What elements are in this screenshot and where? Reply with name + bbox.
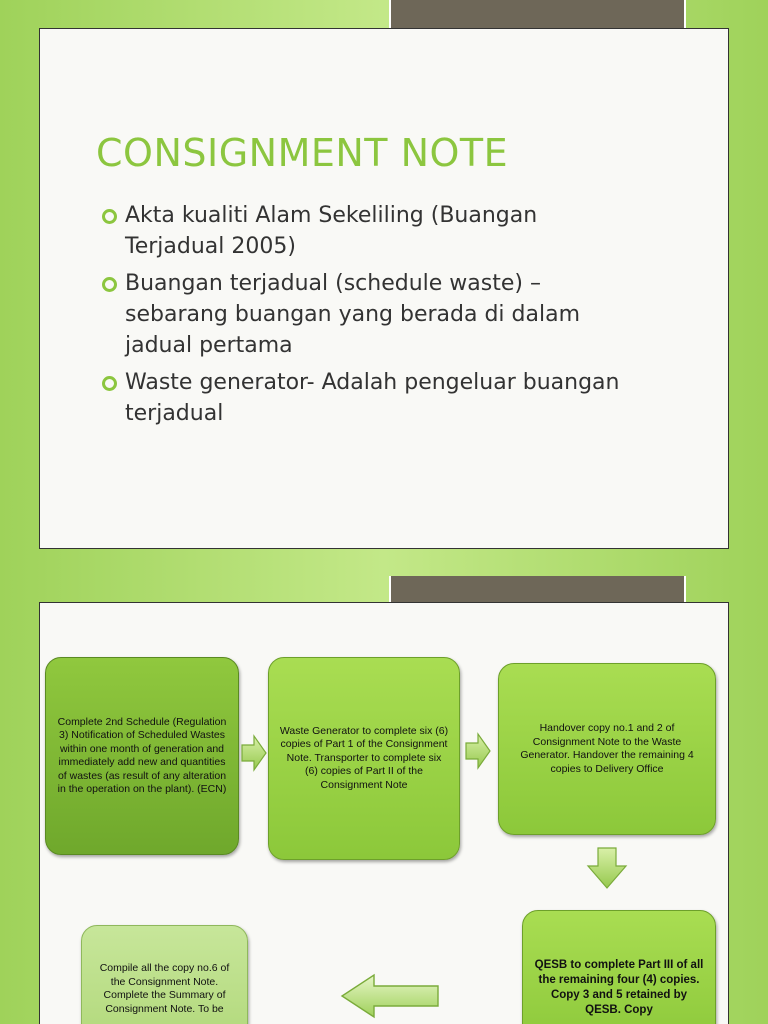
bullet-text: Waste generator- Adalah pengeluar buangan terjadual [125, 370, 620, 426]
slide-title: CONSIGNMENT NOTE [96, 131, 509, 175]
bullet-item [100, 367, 640, 429]
arrow-down-icon [586, 846, 628, 890]
bullet-item [100, 268, 640, 361]
arrow-right-icon [240, 733, 268, 773]
flow-step-text: Waste Generator to complete six (6) copies of Part 1 of the Consignment Note. Transporter to complete six (6) copies of Part II of the Consignment Note [279, 724, 449, 791]
flow-step-text: Handover copy no.1 and 2 of Consignment Note to the Waste Generator. Handover the remaining 4 copies to Delivery Office [520, 722, 694, 775]
flow-step-text: Complete 2nd Schedule (Regulation 3) Notification of Scheduled Wastes within one month of generation and immediately add new and quantities of wastes (as result of any alteration in the operation on the plant). (ECN) [57, 715, 227, 795]
circle-bullet-icon [102, 277, 117, 292]
circle-bullet-icon [102, 376, 117, 391]
arrow-right-icon [464, 731, 492, 771]
slide-2 [0, 576, 768, 1024]
flow-step-text: Compile all the copy no.6 of the Consignment Note. Complete the Summary of Consignment Note. To be [99, 962, 230, 1015]
flow-step-3 [498, 663, 716, 835]
bullet-item [100, 200, 640, 262]
bullet-list [100, 200, 640, 435]
flow-step-2 [268, 657, 460, 860]
bullet-text: Buangan terjadual (schedule waste) – sebarang buangan yang berada di dalam jadual pertama [125, 271, 580, 358]
flow-step-1 [45, 657, 239, 855]
circle-bullet-icon [102, 209, 117, 224]
bullet-text: Akta kualiti Alam Sekeliling (Buangan Terjadual 2005) [125, 203, 538, 259]
flow-step-text: QESB to complete Part III of all the remaining four (4) copies. Copy 3 and 5 retained by QESB. Copy [534, 959, 704, 1016]
arrow-left-icon [340, 973, 440, 1019]
flow-step-5 [81, 925, 248, 1024]
flow-step-4 [522, 910, 716, 1024]
